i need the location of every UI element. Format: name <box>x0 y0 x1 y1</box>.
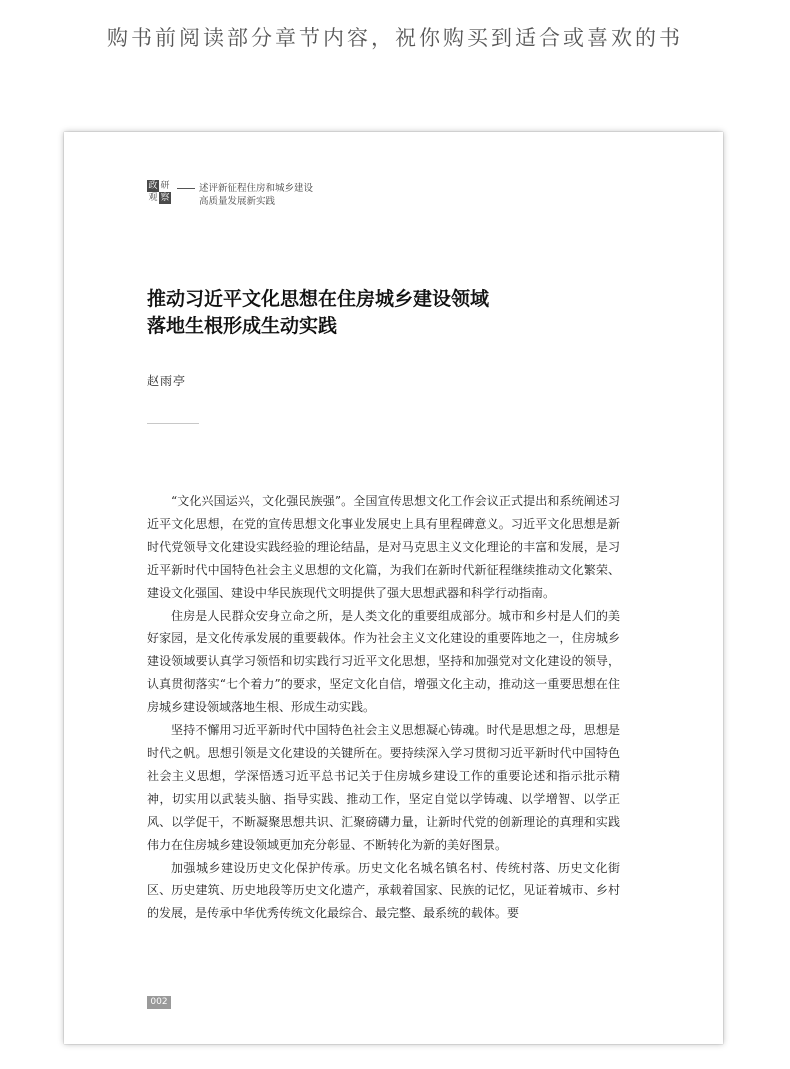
divider <box>147 423 199 424</box>
title-line-1: 推动习近平文化思想在住房城乡建设领域 <box>147 288 490 310</box>
logo-char: 察 <box>160 193 170 203</box>
paragraph: 住房是人民群众安身立命之所，是人类文化的重要组成部分。城市和乡村是人们的美好家园，是文化传承发展的重要载体。作为社会主义文化建设的重要阵地之一，住房城乡建设领域要认真学习领悟和切实践行习近平文化思想，坚持和加强党对文化建设的领导，认真贯彻落实“七个着力”的要求，坚定文化自信，增强文化主动，推动这一重要思想在住房城乡建设领域落地生根、形成生动实践。 <box>147 608 620 715</box>
page-number: 002 <box>147 996 171 1009</box>
book-page <box>64 132 723 1044</box>
logo-char: 研 <box>160 181 170 191</box>
series-dash <box>177 188 195 189</box>
paragraph: 加强城乡建设历史文化保护传承。历史文化名城名镇名村、传统村落、历史文化街区、历史建筑、历史地段等历史文化遗产，承载着国家、民族的记忆，见证着城市、乡村的发展，是传承中华优秀传统文化最综合、最完整、最系统的载体。要 <box>147 860 620 921</box>
title-line-2: 落地生根形成生动实践 <box>147 315 338 337</box>
article-author: 赵雨亭 <box>147 374 187 388</box>
paragraph: “文化兴国运兴，文化强民族强”。全国宣传思想文化工作会议正式提出和系统阐述习近平文化思想，在党的宣传思想文化事业发展史上具有里程碑意义。习近平文化思想是新时代党领导文化建设实践经验的理论结晶，是对马克思主义文化理论的丰富和发展，是习近平新时代中国特色社会主义思想的文化篇，为我们在新时代新征程继续推动文化繁荣、建设文化强国、建设中华民族现代文明提供了强大思想武器和科学行动指南。 <box>147 494 620 600</box>
paragraph: 坚持不懈用习近平新时代中国特色社会主义思想凝心铸魂。时代是思想之母，思想是时代之帆。思想引领是文化建设的关键所在。要持续深入学习贯彻习近平新时代中国特色社会主义思想，学深悟透习近平总书记关于住房城乡建设工作的重要论述和指示批示精神，切实用以武装头脑、指导实践、推动工作，坚定自觉以学铸魂、以学增智、以学正风、以学促干，不断凝聚思想共识、汇聚磅礴力量，让新时代党的创新理论的真理和实践伟力在住房城乡建设领域更加充分彰显、不断转化为新的美好图景。 <box>147 723 620 852</box>
series-line-2: 高质量发展新实践 <box>199 196 276 207</box>
article-body <box>147 490 620 925</box>
series-heading <box>177 182 313 208</box>
logo-char: 观 <box>148 193 158 203</box>
logo-char: 政 <box>148 181 158 191</box>
series-line-1: 述评新征程住房和城乡建设 <box>199 183 314 194</box>
page-banner: 购书前阅读部分章节内容，祝你购买到适合或喜欢的书 <box>107 26 683 50</box>
article-title <box>147 286 647 340</box>
column-logo <box>147 180 171 204</box>
